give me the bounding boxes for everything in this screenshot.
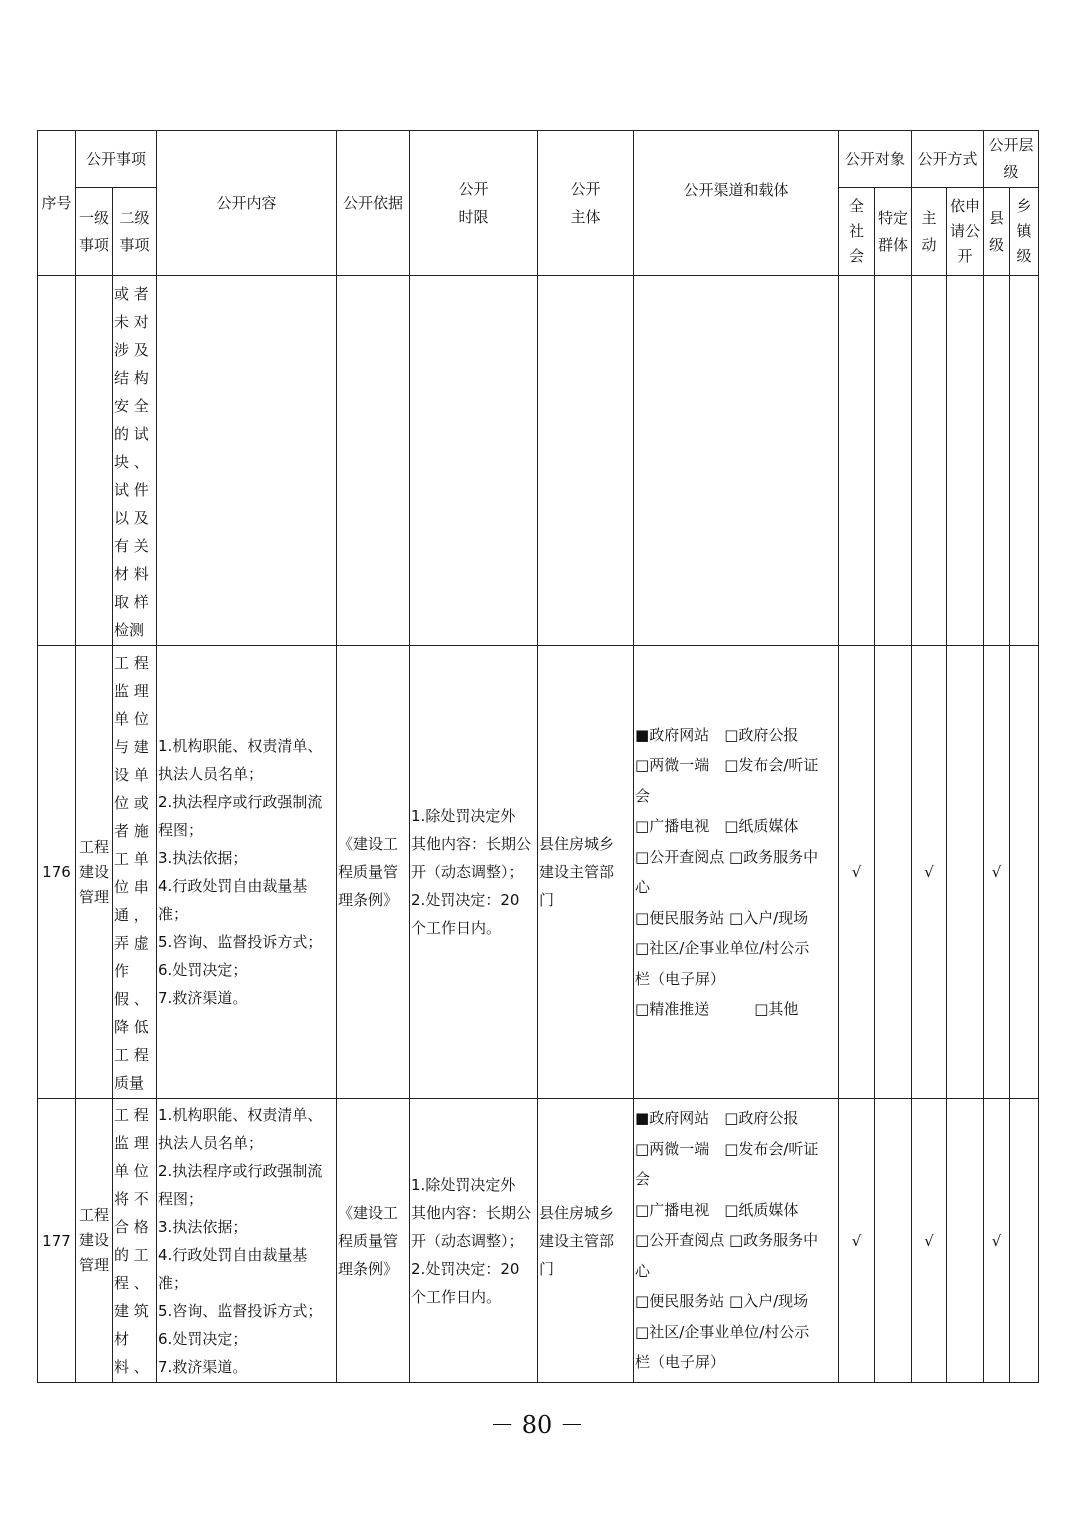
row-county: √ <box>984 646 1010 1099</box>
row-content <box>157 276 337 646</box>
header-subject: 公开 主体 <box>538 131 634 276</box>
table-row <box>38 276 1039 646</box>
row-on-request <box>947 646 984 1099</box>
row-level2: 工 程 监 理 单 位 与 建 设 单 位 或 者 施 工 单 位 串 通 ， 弄 虚 作 假 、 降 低 工 程 质量 <box>113 646 157 1099</box>
header-method-group: 公开方式 <box>912 131 984 188</box>
header-channels: 公开渠道和载体 <box>634 131 839 276</box>
header-item-group: 公开事项 <box>76 131 157 188</box>
row-active: √ <box>912 646 947 1099</box>
row-active: √ <box>912 1099 947 1383</box>
row-channels: ■政府网站 □政府公报 □两微一端 □发布会/听证 会 □广播电视 □纸质媒体 □公开查阅点 □政务服务中 心 □便民服务站 □入户/现场 □社区/企事业单位/村公示 栏（电子屏） □精准推送 □其他 <box>634 646 839 1099</box>
row-all-society: √ <box>839 646 875 1099</box>
row-seq <box>38 276 76 646</box>
header-all-society: 全 社 会 <box>839 188 875 276</box>
table-row <box>38 1099 1039 1383</box>
header-active: 主 动 <box>912 188 947 276</box>
row-channels <box>634 276 839 646</box>
row-content: 1.机构职能、权责清单、 执法人员名单； 2.执法程序或行政强制流 程图； 3.执法依据； 4.行政处罚自由裁量基 准； 5.咨询、监督投诉方式； 6.处罚决定； 7.救济渠道。 <box>157 1099 337 1383</box>
row-county <box>984 276 1010 646</box>
row-specific-group <box>875 1099 912 1383</box>
row-subject: 县住房城乡 建设主管部 门 <box>538 1099 634 1383</box>
row-all-society: √ <box>839 1099 875 1383</box>
row-on-request <box>947 276 984 646</box>
row-township <box>1010 1099 1039 1383</box>
row-level2: 或 者 未 对 涉 及 结 构 安 全 的 试 块 、 试 件 以 及 有 关 材 料 取 样 检测 <box>113 276 157 646</box>
row-level1: 工程 建设 管理 <box>76 1099 113 1383</box>
header-seq: 序号 <box>38 131 76 276</box>
row-basis: 《建设工 程质量管 理条例》 <box>337 646 410 1099</box>
row-basis: 《建设工 程质量管 理条例》 <box>337 1099 410 1383</box>
table-row <box>38 646 1039 1099</box>
header-level1: 一级 事项 <box>76 188 113 276</box>
header-row-1 <box>38 131 1039 188</box>
row-specific-group <box>875 276 912 646</box>
page-number: － 80 － <box>490 1411 584 1439</box>
row-level1: 工程 建设 管理 <box>76 646 113 1099</box>
row-active <box>912 276 947 646</box>
row-level2: 工 程 监 理 单 位 将 不 合 格 的 工 程 、 建 筑 材 料 、 <box>113 1099 157 1383</box>
row-township <box>1010 646 1039 1099</box>
row-all-society <box>839 276 875 646</box>
disclosure-table <box>37 130 1039 1383</box>
row-subject <box>538 276 634 646</box>
header-level-group: 公开层 级 <box>984 131 1039 188</box>
header-time-limit: 公开 时限 <box>410 131 538 276</box>
row-township <box>1010 276 1039 646</box>
row-channels: ■政府网站 □政府公报 □两微一端 □发布会/听证 会 □广播电视 □纸质媒体 □公开查阅点 □政务服务中 心 □便民服务站 □入户/现场 □社区/企事业单位/村公示 栏（电子屏） <box>634 1099 839 1383</box>
row-on-request <box>947 1099 984 1383</box>
header-county: 县 级 <box>984 188 1010 276</box>
row-time-limit <box>410 276 538 646</box>
row-specific-group <box>875 646 912 1099</box>
row-seq: 177 <box>38 1099 76 1383</box>
header-level2: 二级 事项 <box>113 188 157 276</box>
row-content: 1.机构职能、权责清单、 执法人员名单； 2.执法程序或行政强制流 程图； 3.执法依据； 4.行政处罚自由裁量基 准； 5.咨询、监督投诉方式； 6.处罚决定； 7.救济渠道。 <box>157 646 337 1099</box>
header-specific-group: 特定 群体 <box>875 188 912 276</box>
header-township: 乡 镇 级 <box>1010 188 1039 276</box>
row-subject: 县住房城乡 建设主管部 门 <box>538 646 634 1099</box>
row-time-limit: 1.除处罚决定外 其他内容：长期公 开（动态调整）； 2.处罚决定：20 个工作日内。 <box>410 1099 538 1383</box>
row-seq: 176 <box>38 646 76 1099</box>
header-content: 公开内容 <box>157 131 337 276</box>
header-on-request: 依申 请公 开 <box>947 188 984 276</box>
row-basis <box>337 276 410 646</box>
row-time-limit: 1.除处罚决定外 其他内容：长期公 开（动态调整）； 2.处罚决定：20 个工作日内。 <box>410 646 538 1099</box>
header-target-group: 公开对象 <box>839 131 912 188</box>
row-level1 <box>76 276 113 646</box>
row-county: √ <box>984 1099 1010 1383</box>
header-basis: 公开依据 <box>337 131 410 276</box>
